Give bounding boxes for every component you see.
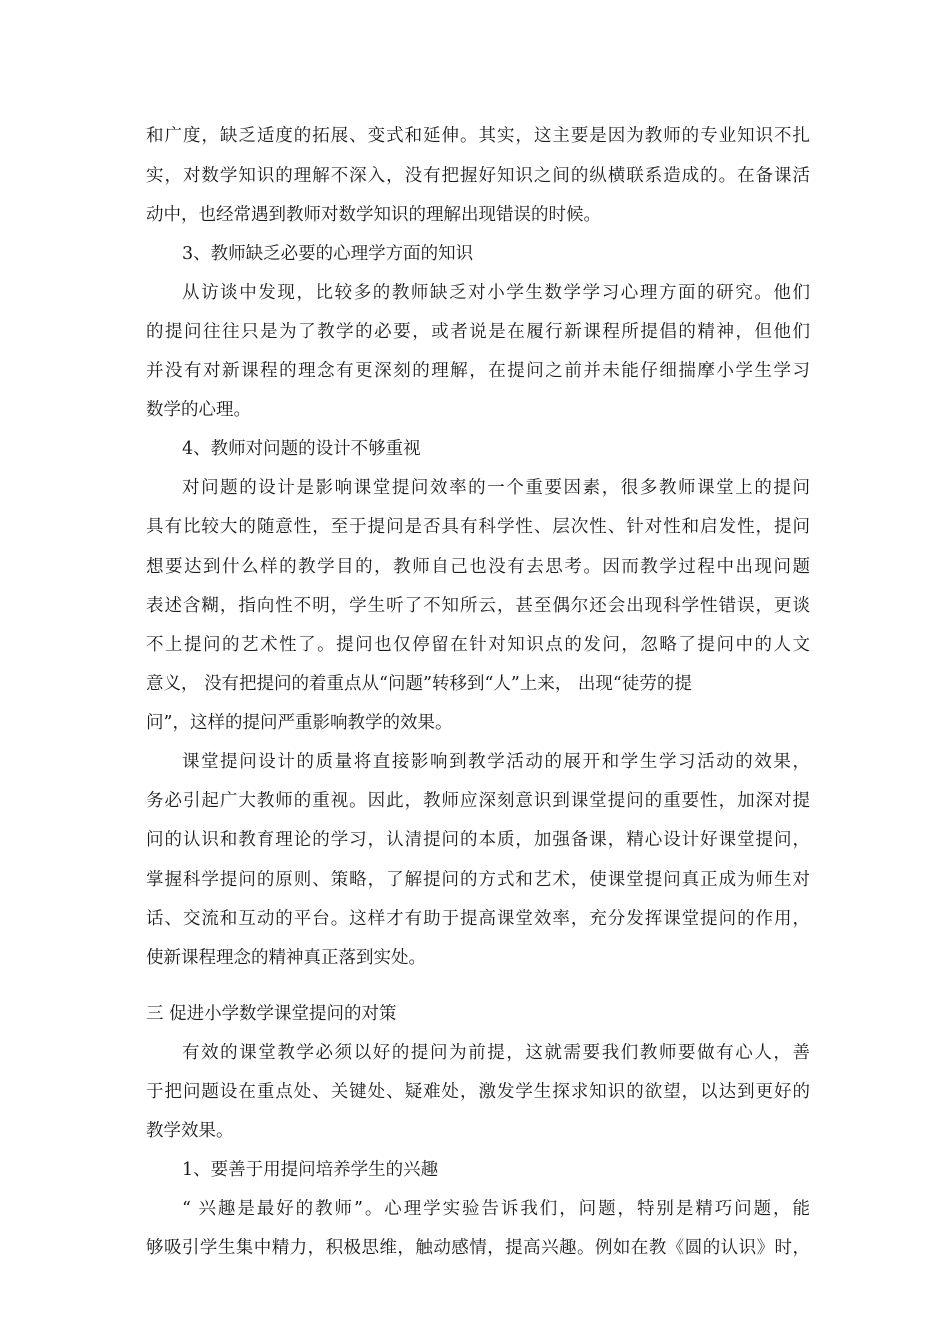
paragraph-line: 话、交流和互动的平台。这样才有助于提高课堂效率，充分发挥课堂提问的作用， (146, 909, 810, 929)
paragraph-line: 对问题的设计是影响课堂提问效率的一个重要因素，很多教师课堂上的提问 (182, 478, 810, 498)
paragraph-line: 使新课程理念的精神真正落到实处。 (146, 948, 426, 968)
chapter-heading: 三 促进小学数学课堂提问的对策 (146, 1004, 397, 1024)
paragraph-line: 表述含糊，指向性不明，学生听了不知所云，甚至偶尔还会出现科学性错误，更谈 (146, 596, 810, 616)
paragraph-line: 够吸引学生集中精力，积极思维，触动感情，提高兴趣。例如在教《圆的认识》时， (146, 1238, 810, 1258)
paragraph-line: 具有比较大的随意性，至于提问是否具有科学性、层次性、针对性和启发性，提问 (146, 517, 810, 537)
paragraph-line: 于把问题设在重点处、关键处、疑难处，激发学生探求知识的欲望，以达到更好的 (146, 1082, 810, 1102)
paragraph-line: 不上提问的艺术性了。提问也仅停留在针对知识点的发问，忽略了提问中的人文 (146, 635, 810, 655)
paragraph-line: 问的认识和教育理论的学习，认清提问的本质，加强备课，精心设计好课堂提问， (146, 830, 810, 850)
paragraph-line: 动中，也经常遇到教师对数学知识的理解出现错误的时候。 (146, 205, 601, 225)
paragraph-line: 并没有对新课程的理念有更深刻的理解，在提问之前并未能仔细揣摩小学生学习 (146, 361, 810, 381)
paragraph-line: 和广度，缺乏适度的拓展、变式和延伸。其实，这主要是因为教师的专业知识不扎 (146, 126, 810, 146)
paragraph-line: “ 兴趣是最好的教师”。心理学实验告诉我们，问题，特别是精巧问题，能 (182, 1199, 810, 1219)
paragraph-line: 务必引起广大教师的重视。因此，教师应深刻意识到课堂提问的重要性，加深对提 (146, 791, 810, 811)
section-heading: 1、要善于用提问培养学生的兴趣 (182, 1160, 439, 1180)
paragraph-line: 教学效果。 (146, 1121, 234, 1141)
paragraph-line: 数学的心理。 (146, 400, 251, 420)
paragraph-line: 课堂提问设计的质量将直接影响到教学活动的展开和学生学习活动的效果， (182, 752, 810, 772)
paragraph-line: 意义， 没有把提问的着重点从“问题”转移到“人”上来， 出现“徒劳的提 (146, 674, 692, 694)
paragraph-line: 有效的课堂教学必须以好的提问为前提，这就需要我们教师要做有心人，善 (182, 1043, 810, 1063)
paragraph-line: 从访谈中发现，比较多的教师缺乏对小学生数学学习心理方面的研究。他们 (182, 283, 810, 303)
section-heading: 3、教师缺乏必要的心理学方面的知识 (182, 244, 474, 264)
section-heading: 4、教师对问题的设计不够重视 (182, 439, 421, 459)
paragraph-line: 掌握科学提问的原则、策略，了解提问的方式和艺术，使课堂提问真正成为师生对 (146, 870, 810, 890)
paragraph-line: 想要达到什么样的教学目的，教师自己也没有去思考。因而教学过程中出现问题 (146, 557, 810, 577)
paragraph-line: 实，对数学知识的理解不深入，没有把握好知识之间的纵横联系造成的。在备课活 (146, 166, 810, 186)
paragraph-line: 问”，这样的提问严重影响教学的效果。 (146, 713, 453, 733)
paragraph-line: 的提问往往只是为了教学的必要，或者说是在履行新课程所提倡的精神，但他们 (146, 322, 810, 342)
